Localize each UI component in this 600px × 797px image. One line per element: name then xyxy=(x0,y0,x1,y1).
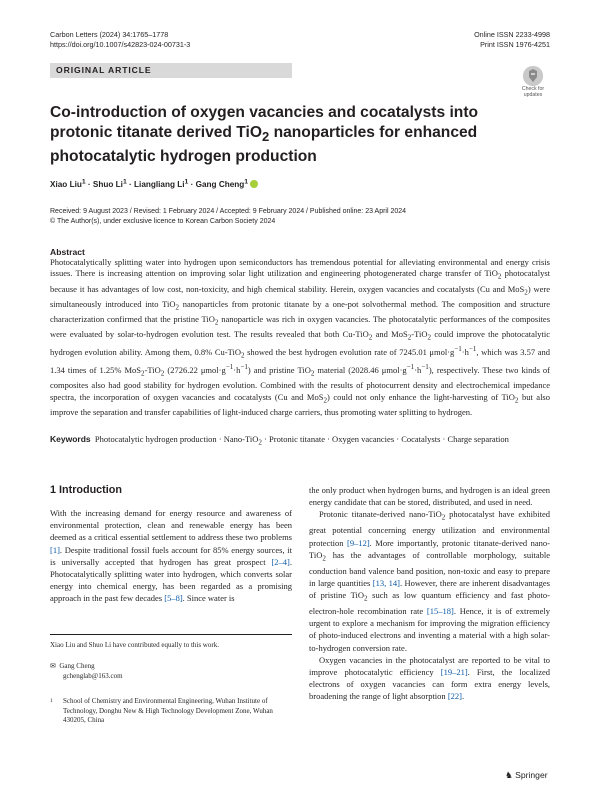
intro-paragraph-1-continued: the only product when hydrogen burns, and hydrogen is an ideal green energy candidate that can be stored, distributed, and used in need. xyxy=(309,485,550,508)
intro-paragraph-1: With the increasing demand for energy resource and awareness of environmental protection, clean and renewable energy has been deemed as a critical essential settlement to address these two problems [1]. Despite traditional fossil fuels account for 85% energy sources, it is universally accepted that hydrogen has great prospect [2–4]. Photocatalytically splitting water into hydrogen, which converts solar energy into chemical energy, has been regarded as a promising approach in the past few decades [5–8]. Since water is xyxy=(50,508,292,604)
footnote-divider xyxy=(50,634,292,635)
print-issn: Print ISSN 1976-4251 xyxy=(480,40,550,49)
dates-line: Received: 9 August 2023 / Revised: 1 February 2024 / Accepted: 9 February 2024 / Published online: 23 April 2024 xyxy=(50,208,407,215)
publisher-logo xyxy=(505,770,548,781)
envelope-icon: ✉ xyxy=(50,662,56,670)
corresponding-email[interactable]: gchenglab@163.com xyxy=(63,671,123,680)
article-type-banner: ORIGINAL ARTICLE xyxy=(50,63,292,78)
intro-right-column xyxy=(309,484,550,703)
springer-horse-icon: ♞ xyxy=(505,770,513,780)
intro-paragraph-3: Oxygen vacancies in the photocatalyst are reported to be vital to improve photocatalytic efficiency [19–21]. First, the localized electrons of oxygen vacancies can form extra energy levels, broadening the range of light absorption [22]. xyxy=(309,654,550,702)
section-heading-introduction: 1 Introduction xyxy=(50,484,122,496)
keywords-list: Photocatalytic hydrogen production · Nano-TiO$_2$ · Protonic titanate · Oxygen vacancies · Cocatalysts · Charge separation xyxy=(94,434,509,447)
corresponding-author xyxy=(50,662,123,681)
author-list xyxy=(50,178,258,189)
article-title: Co-introduction of oxygen vacancies and cocatalysts into protonic titanate derived TiO$_2$ nanoparticles for enhanced photocatalytic hydrogen production xyxy=(50,104,479,166)
doi-link[interactable]: https://doi.org/10.1007/s42823-024-00731-3 xyxy=(50,40,191,49)
abstract-body: Photocatalytically splitting water into hydrogen upon semiconductors has tremendous potential for alleviating environmental and energy crisis issues. There is increasing attention on improving solar light utilization and engineering photogenerated charge transfer of TiO$_2$ photocatalyst because it has advantages of low cost, non-toxicity, and high chemical stability. Herein, oxygen vacancies and cocatalysts (Cu and MoS$_2$) were simultaneously introduced into TiO$_2$ nanoparticles from protonic titanate by a one-pot solvothermal method. The composition and structure characterization confirmed that the pristine TiO$_2$ nanoparticle was rich in oxygen vacancies. The photocatalytic performances of the composites were evaluated by solar-to-hydrogen evolution test. The results revealed that both Cu-TiO$_2$ and MoS$_2$-TiO$_2$ could improve the photocatalytic hydrogen evolution ability. Among them, 0.8% Cu-TiO$_2$ showed the best hydrogen evolution rate of 7245.01 $\mu mol\cdot g^{-1}\cdot h^{-1}$, which was 3.57 and 1.34 times of 1.25% MoS$_2$-TiO$_2$ (2726.22 $\mu mol\cdot g^{-1}\cdot h^{-1}$) and pristine TiO$_2$ material (2028.46 $\mu mol\cdot g^{-1}\cdot h^{-1}$), respectively. These two kinds of composites also had good stability for hydrogen evolution. Combined with the results of photocurrent density and electrochemical impedance spectra, the incorporation of oxygen vacancies and cocatalysts (Cu and MoS$_2$) could not only enhance the light-harvesting of TiO$_2$ but also improve the separation and transfer capabilities of light-induced charge carriers, thus promoting water splitting to hydrogen. xyxy=(50,257,551,417)
journal-citation: Carbon Letters (2024) 34:1765–1778 xyxy=(50,30,169,39)
check-updates-icon xyxy=(523,66,543,86)
check-updates-label: Check for updates xyxy=(521,86,545,98)
affiliation-text: School of Chemistry and Environmental Engineering, Wuhan Institute of Technology, Donghu New & High Technology Development Zone, Wuhan 430205, China xyxy=(63,697,273,725)
keywords xyxy=(50,434,550,449)
affiliation xyxy=(50,697,288,726)
authors-text: Xiao Liu$^1$ · Shuo $Li^1$ · Liangliang $Li^1$ · Gang Cheng$^1$ xyxy=(50,178,249,189)
copyright-line: © The Author(s), under exclusive licence to Korean Carbon Society 2024 xyxy=(50,218,276,225)
affiliation-number: 1 xyxy=(50,698,53,704)
corresponding-name: Gang Cheng xyxy=(59,662,95,670)
intro-left-column xyxy=(50,507,292,605)
intro-paragraph-2: Protonic titanate-derived nano-TiO$_2$ photocatalyst have exhibited great potential concerning energy utilization and environmental protection [9–12]. More importantly, protonic titanate-derived nano-TiO$_2$ has the advantages of controllable morphology, suitable conduction band valence band position, non-toxic and easy to prepare in large quantities [13, 14]. However, there are inherent disadvantages of pristine TiO$_2$ such as low quantum efficiency and fast photo-electron-hole recombination rate [15–18]. Hence, it is of extremely urgent to explore a mechanism for improving the migration efficiency of photo-induced electrons and inventing a material with a high solar-to-hydrogen conversion rate. xyxy=(309,509,551,653)
orcid-icon[interactable] xyxy=(250,180,258,188)
online-issn: Online ISSN 2233-4998 xyxy=(474,30,550,39)
abstract-heading: Abstract xyxy=(50,247,85,257)
publisher-name: Springer xyxy=(515,770,548,780)
publication-history xyxy=(50,207,406,227)
keywords-label: Keywords xyxy=(50,434,91,444)
equal-contribution-note: Xiao Liu and Shuo Li have contributed equally to this work. xyxy=(50,641,219,649)
check-for-updates-badge[interactable] xyxy=(516,66,550,98)
